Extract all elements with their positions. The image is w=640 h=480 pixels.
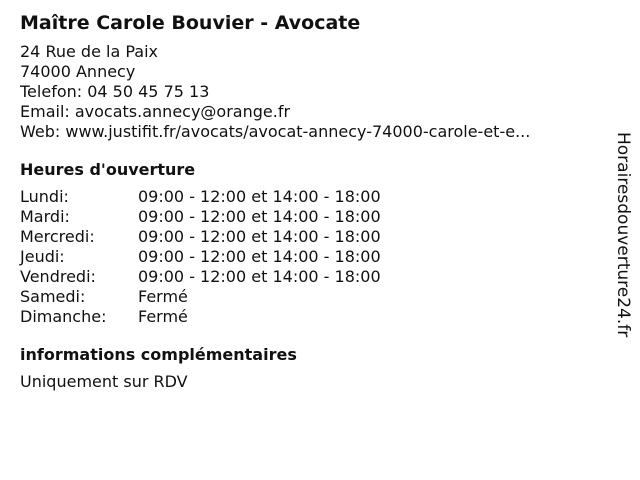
day-hours: 09:00 - 12:00 et 14:00 - 18:00 <box>138 227 381 246</box>
business-card <box>20 10 600 392</box>
hours-row-sunday <box>20 307 600 327</box>
hours-heading: Heures d'ouverture <box>20 160 196 179</box>
page-title: Maître Carole Bouvier - Avocate <box>20 12 361 34</box>
day-hours: 09:00 - 12:00 et 14:00 - 18:00 <box>138 207 381 226</box>
web-line: Web: www.justifit.fr/avocats/avocat-annecy-74000-carole-et-e... <box>20 122 531 141</box>
hours-row-friday <box>20 267 600 287</box>
hours-table <box>20 187 600 327</box>
address-street: 24 Rue de la Paix <box>20 42 158 61</box>
day-label: Mardi: <box>20 207 70 226</box>
hours-row-thursday <box>20 247 600 267</box>
day-label: Vendredi: <box>20 267 96 286</box>
day-label: Jeudi: <box>20 247 65 266</box>
day-hours: 09:00 - 12:00 et 14:00 - 18:00 <box>138 247 381 266</box>
day-label: Dimanche: <box>20 307 107 326</box>
day-hours: 09:00 - 12:00 et 14:00 - 18:00 <box>138 267 381 286</box>
site-watermark: Horairesdouverture24.fr <box>613 132 633 338</box>
email-line: Email: avocats.annecy@orange.fr <box>20 102 291 121</box>
contact-block <box>20 42 600 142</box>
info-text: Uniquement sur RDV <box>20 372 188 391</box>
day-hours: Fermé <box>138 307 188 326</box>
hours-row-tuesday <box>20 207 600 227</box>
hours-row-wednesday <box>20 227 600 247</box>
day-hours: 09:00 - 12:00 et 14:00 - 18:00 <box>138 187 381 206</box>
hours-row-saturday <box>20 287 600 307</box>
day-label: Samedi: <box>20 287 86 306</box>
day-hours: Fermé <box>138 287 188 306</box>
phone-line: Telefon: 04 50 45 75 13 <box>20 82 210 101</box>
hours-row-monday <box>20 187 600 207</box>
address-city: 74000 Annecy <box>20 62 136 81</box>
info-heading: informations complémentaires <box>20 345 297 364</box>
day-label: Mercredi: <box>20 227 95 246</box>
day-label: Lundi: <box>20 187 69 206</box>
